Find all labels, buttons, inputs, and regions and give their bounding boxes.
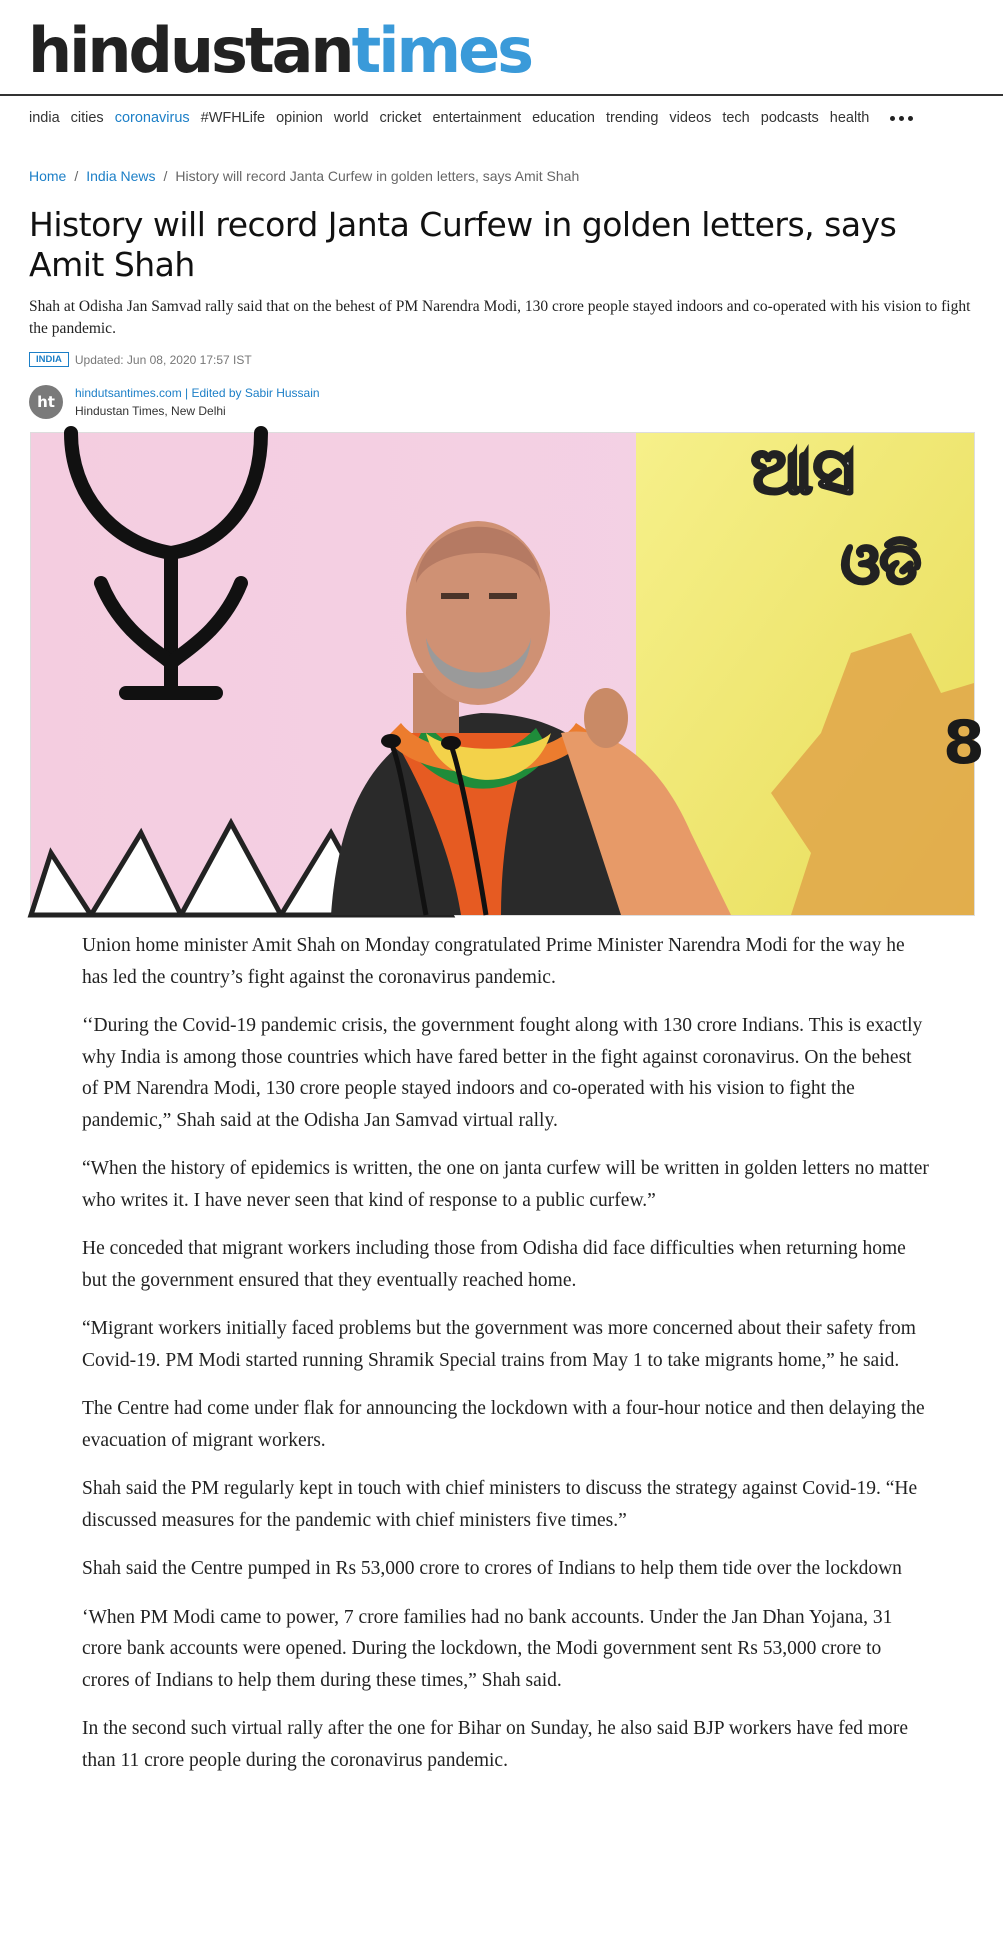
section-tag[interactable]: INDIA [29, 352, 69, 367]
article-paragraph: ‘When PM Modi came to power, 7 crore families had no bank accounts. Under the Jan Dhan Yojana, 31 crore bank accounts were opened. During the lockdown, the Modi government sent Rs 53,000 crore to crores of Indians to help them during these times,” Shah said. [82, 1606, 893, 1691]
masthead [0, 0, 1003, 96]
article-title: History will record Janta Curfew in golden letters, says Amit Shah [29, 205, 897, 284]
article-meta [29, 352, 252, 367]
banner-text-mid: ଓଡି [841, 532, 922, 597]
banner-text-top: ଆସ [751, 435, 855, 509]
breadcrumb [29, 168, 579, 184]
nav-item-coronavirus[interactable]: coronavirus [114, 110, 190, 126]
nav-item-world[interactable]: world [333, 110, 369, 126]
nav-item-opinion[interactable]: opinion [276, 110, 323, 126]
article-summary: Shah at Odisha Jan Samvad rally said that on the behest of PM Narendra Modi, 130 crore people stayed indoors and co-operated with his vision to fight the pandemic. [29, 298, 971, 337]
logo-part-hindustan: hindustan [28, 14, 352, 87]
site-logo[interactable] [28, 14, 531, 88]
breadcrumb-separator: / [163, 168, 168, 184]
section-nav [29, 110, 913, 126]
article-body [82, 930, 932, 1793]
article-paragraph: “Migrant workers initially faced problems but the government was more concerned about their safety from Covid-19. PM Modi started running Shramik Special trains from May 1 to take migrants home,” he said. [82, 1318, 916, 1371]
article-paragraph: The Centre had come under flak for announcing the lockdown with a four-hour notice and then delaying the evacuation of migrant workers. [82, 1398, 925, 1451]
more-menu-icon[interactable] [890, 116, 913, 121]
article-paragraph: He conceded that migrant workers including those from Odisha did face difficulties when returning home but the government ensured that they eventually reached home. [82, 1238, 906, 1291]
article-paragraph: Union home minister Amit Shah on Monday congratulated Prime Minister Narendra Modi for the way he has led the country’s fight against the coronavirus pandemic. [82, 935, 905, 988]
nav-item-cricket[interactable]: cricket [379, 110, 422, 126]
article-paragraph: “When the history of epidemics is written, the one on janta curfew will be written in golden letters no matter who writes it. I have never seen that kind of response to a public curfew.” [82, 1158, 929, 1211]
nav-item-wfhlife[interactable]: #WFHLife [200, 110, 266, 126]
author-avatar: ht [29, 385, 63, 419]
breadcrumb-separator: / [74, 168, 79, 184]
byline-location: Hindustan Times, New Delhi [75, 404, 226, 418]
article-paragraph: Shah said the Centre pumped in Rs 53,000 crore to crores of Indians to help them tide over the lockdown [82, 1558, 902, 1579]
hero-image [30, 432, 985, 916]
nav-item-india[interactable]: india [29, 110, 60, 126]
nav-item-trending[interactable]: trending [606, 110, 659, 126]
byline [29, 384, 320, 420]
byline-site[interactable]: hindutsantimes.com | Edited by Sabir Hussain [75, 386, 320, 400]
logo-part-times: times [351, 14, 532, 87]
updated-timestamp: Updated: Jun 08, 2020 17:57 IST [74, 352, 252, 367]
breadcrumb-current: History will record Janta Curfew in golden letters, says Amit Shah [175, 168, 580, 184]
nav-item-cities[interactable]: cities [70, 110, 104, 126]
banner-text-number: 8 [943, 708, 985, 778]
breadcrumb-india-news[interactable]: India News [86, 168, 156, 184]
nav-item-health[interactable]: health [829, 110, 870, 126]
nav-item-tech[interactable]: tech [722, 110, 750, 126]
breadcrumb-home[interactable]: Home [29, 168, 67, 184]
nav-item-entertainment[interactable]: entertainment [432, 110, 522, 126]
article-paragraph: ‘‘During the Covid-19 pandemic crisis, the government fought along with 130 crore Indians. This is exactly why India is among those countries which have fared better in the fight against coronavirus. On the behest of PM Narendra Modi, 130 crore people stayed indoors and co-operated with his vision to fight the pandemic,” Shah said at the Odisha Jan Samvad virtual rally. [82, 1015, 923, 1131]
nav-item-podcasts[interactable]: podcasts [760, 110, 819, 126]
article-paragraph: Shah said the PM regularly kept in touch with chief ministers to discuss the strategy against Covid-19. “He discussed measures for the pandemic with chief ministers five times.” [82, 1478, 918, 1531]
nav-item-education[interactable]: education [532, 110, 595, 126]
article-paragraph: In the second such virtual rally after the one for Bihar on Sunday, he also said BJP workers have fed more than 11 crore people during the coronavirus pandemic. [82, 1718, 908, 1771]
hero-photo-illustration [31, 433, 985, 915]
nav-item-videos[interactable]: videos [669, 110, 712, 126]
